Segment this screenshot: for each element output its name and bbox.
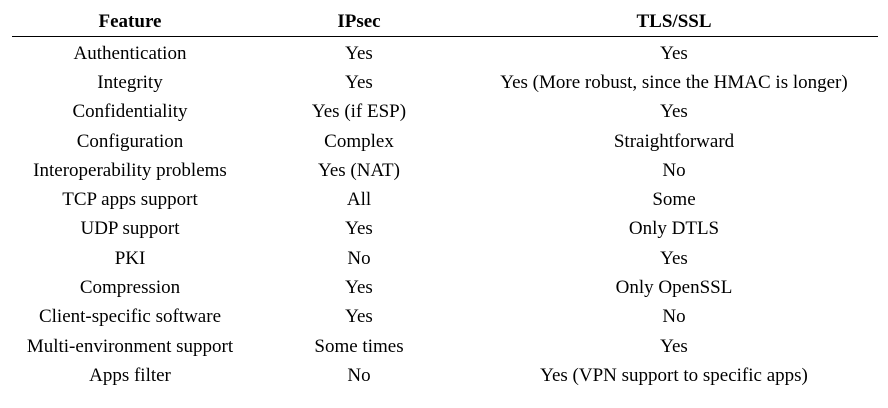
tls-ssl-cell: Only DTLS xyxy=(628,218,720,240)
ipsec-cell: Yes xyxy=(345,218,373,240)
tls-ssl-cell: Yes (VPN support to specific apps) xyxy=(540,364,808,386)
table-row xyxy=(12,244,878,273)
table-row xyxy=(12,273,878,302)
feature-cell: Confidentiality xyxy=(72,101,188,123)
feature-cell: Authentication xyxy=(73,42,187,64)
table-row xyxy=(12,332,878,361)
feature-cell: Configuration xyxy=(76,130,184,152)
ipsec-cell: Yes (NAT) xyxy=(318,159,400,181)
table-row xyxy=(12,127,878,156)
table-row xyxy=(12,37,878,69)
ipsec-cell: Some times xyxy=(314,335,404,357)
ipsec-cell: All xyxy=(346,189,372,211)
feature-cell: Compression xyxy=(79,277,181,299)
tls-ssl-cell: No xyxy=(662,306,686,328)
comparison-table-container xyxy=(12,8,878,391)
tls-ssl-cell: Yes (More robust, since the HMAC is longer) xyxy=(500,71,848,93)
ipsec-cell: Complex xyxy=(324,130,394,152)
table-row xyxy=(12,156,878,185)
ipsec-cell: Yes xyxy=(345,42,373,64)
table-row xyxy=(12,68,878,97)
table-row xyxy=(12,303,878,332)
table-row xyxy=(12,361,878,390)
table-header-row xyxy=(12,8,878,37)
header-ipsec: IPsec xyxy=(248,8,470,37)
feature-cell: UDP support xyxy=(80,218,180,240)
feature-cell: Integrity xyxy=(97,71,163,93)
header-tls-ssl: TLS/SSL xyxy=(470,8,878,37)
ipsec-vs-tls-comparison-table xyxy=(12,8,878,391)
ipsec-cell: Yes xyxy=(345,277,373,299)
feature-cell: Apps filter xyxy=(89,364,171,386)
header-feature: Feature xyxy=(12,8,248,37)
ipsec-cell: No xyxy=(347,364,371,386)
tls-ssl-cell: Some xyxy=(652,189,696,211)
feature-cell: Interoperability problems xyxy=(33,159,227,181)
feature-cell: PKI xyxy=(114,247,146,269)
table-row xyxy=(12,215,878,244)
tls-ssl-cell: Yes xyxy=(660,42,688,64)
ipsec-cell: Yes xyxy=(345,306,373,328)
feature-cell: Multi-environment support xyxy=(26,335,234,357)
table-row xyxy=(12,185,878,214)
ipsec-cell: Yes xyxy=(345,71,373,93)
tls-ssl-cell: Yes xyxy=(660,247,688,269)
table-row xyxy=(12,98,878,127)
ipsec-cell: Yes (if ESP) xyxy=(311,101,407,123)
tls-ssl-cell: Straightforward xyxy=(613,130,735,152)
tls-ssl-cell: Only OpenSSL xyxy=(615,277,733,299)
tls-ssl-cell: Yes xyxy=(660,101,688,123)
tls-ssl-cell: Yes xyxy=(660,335,688,357)
feature-cell: TCP apps support xyxy=(62,189,198,211)
ipsec-cell: No xyxy=(347,247,371,269)
feature-cell: Client-specific software xyxy=(38,306,221,328)
tls-ssl-cell: No xyxy=(662,159,686,181)
